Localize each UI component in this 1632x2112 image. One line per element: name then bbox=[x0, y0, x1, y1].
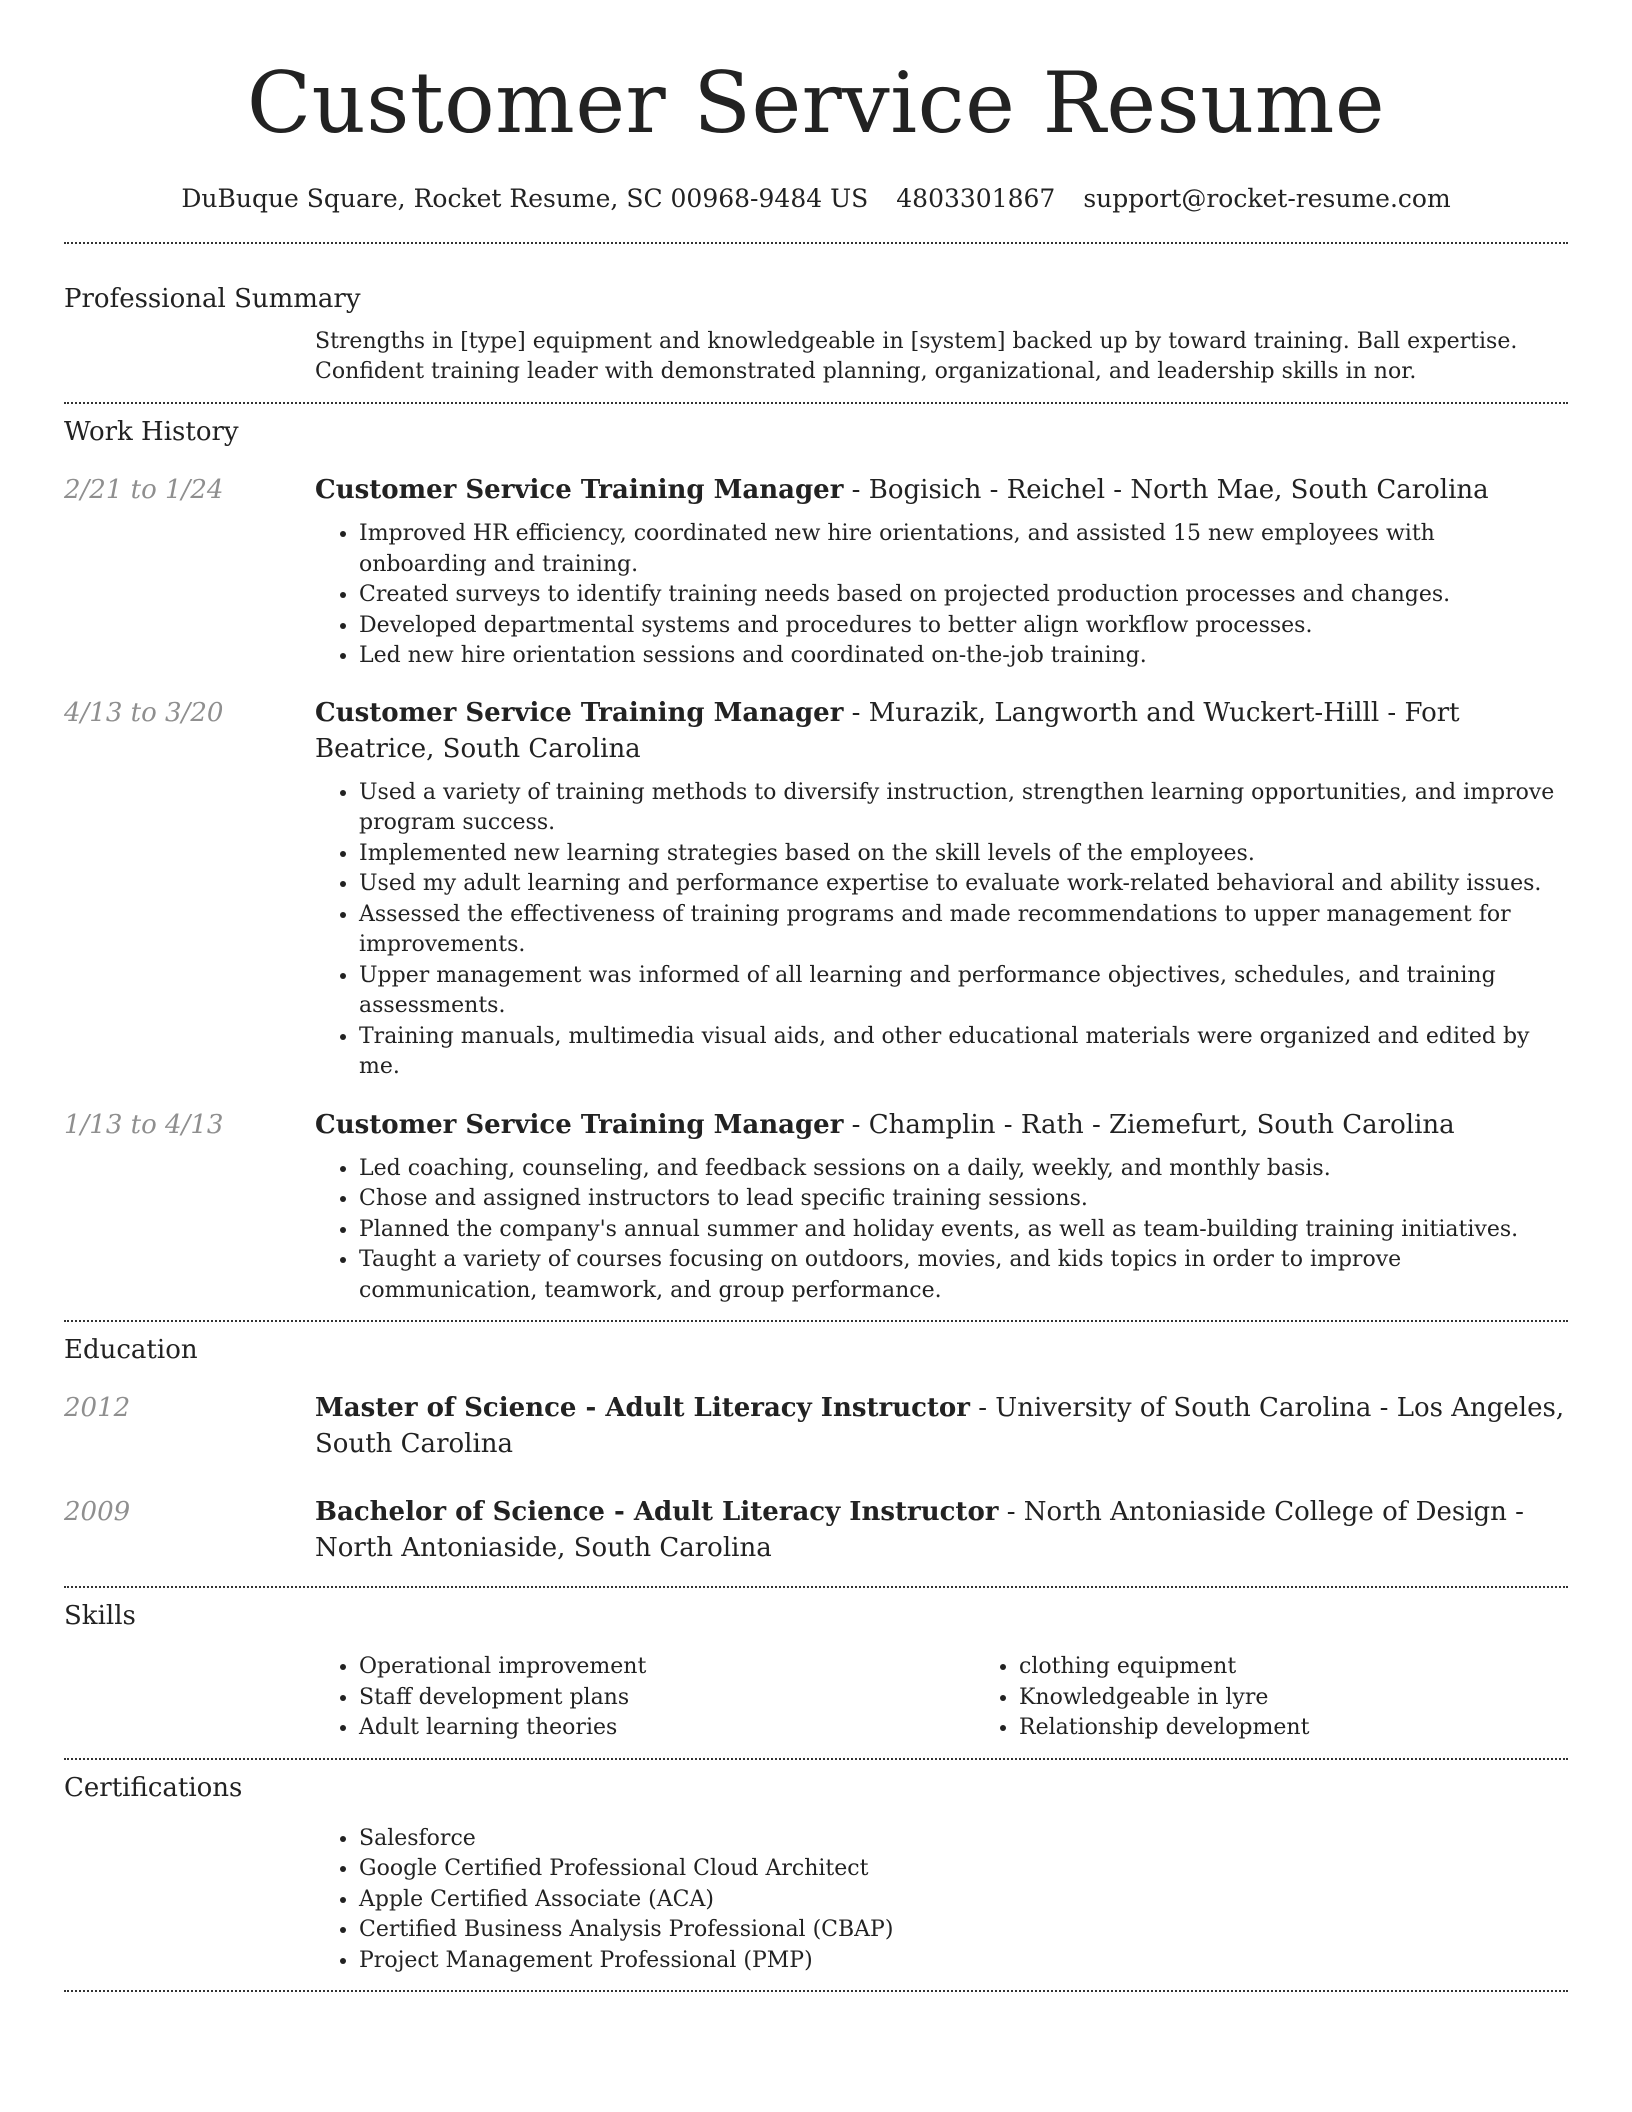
certifications-heading: Certifications bbox=[64, 1772, 243, 1803]
job-dates: 4/13 to 3/20 bbox=[64, 697, 224, 728]
job-dates: 1/13 to 4/13 bbox=[64, 1109, 224, 1140]
education-entry bbox=[64, 1494, 1568, 1566]
job-title bbox=[315, 695, 1568, 767]
work-history-section bbox=[64, 404, 1568, 1306]
list-item: • Relationship development bbox=[1019, 1713, 1632, 1744]
list-item: • Project Management Professional (PMP) bbox=[359, 1946, 1568, 1977]
education-details: - North Antoniaside College of Design - North Antoniaside, South Carolina bbox=[315, 1497, 1524, 1563]
job-dates: 2/21 to 1/24 bbox=[64, 475, 224, 505]
job-details: - Bogisich - Reichel - North Mae, South Carolina bbox=[843, 475, 1489, 505]
job-title bbox=[315, 472, 1568, 508]
job-details: - Champlin - Rath - Ziemefurt, South Carolina bbox=[843, 1109, 1455, 1140]
job-title bbox=[315, 1107, 1568, 1143]
list-item: • Led new hire orientation sessions and coordinated on-the-job training. bbox=[359, 641, 1568, 672]
resume-title: Customer Service Resume bbox=[246, 54, 1386, 152]
list-item: • Used a variety of training methods to diversify instruction, strengthen learning opportunities, and improve program success. bbox=[359, 778, 1568, 839]
education-year: 2009 bbox=[64, 1497, 131, 1527]
list-item: • Assessed the effectiveness of training programs and made recommendations to upper management for improvements. bbox=[359, 900, 1568, 961]
contact-email: support@rocket-resume.com bbox=[1083, 184, 1451, 213]
list-item: • Google Certified Professional Cloud Architect bbox=[359, 1854, 1568, 1885]
list-item: • Salesforce bbox=[359, 1824, 1568, 1855]
degree: Master of Science - Adult Literacy Instructor bbox=[315, 1393, 970, 1423]
list-item: • Developed departmental systems and procedures to better align workflow processes. bbox=[359, 611, 1568, 642]
list-item: • Led coaching, counseling, and feedback sessions on a daily, weekly, and monthly basis. bbox=[359, 1154, 1568, 1185]
education-heading: Education bbox=[64, 1335, 198, 1365]
education-year: 2012 bbox=[64, 1393, 131, 1423]
skills-section bbox=[64, 1588, 1568, 1744]
skills-list-right bbox=[975, 1652, 1632, 1744]
job-role: Customer Service Training Manager bbox=[315, 697, 844, 728]
contact-line bbox=[64, 182, 1568, 216]
list-item: • Planned the company's annual summer and holiday events, as well as team-building training initiatives. bbox=[359, 1215, 1568, 1246]
contact-address: DuBuque Square, Rocket Resume, SC 00968-9484 US bbox=[181, 184, 869, 213]
certifications-list bbox=[315, 1824, 1568, 1977]
list-item: • Adult learning theories bbox=[359, 1713, 975, 1744]
job-bullets bbox=[315, 1154, 1568, 1307]
list-item: • Apple Certified Associate (ACA) bbox=[359, 1885, 1568, 1916]
education-entry bbox=[64, 1390, 1568, 1462]
list-item: • Operational improvement bbox=[359, 1652, 975, 1683]
education-details: - University of South Carolina - Los Angeles, South Carolina bbox=[315, 1393, 1565, 1459]
skills-heading: Skills bbox=[64, 1601, 136, 1631]
contact-phone: 4803301867 bbox=[896, 184, 1056, 213]
job-entry bbox=[64, 1107, 1568, 1307]
list-item: • Implemented new learning strategies based on the skill levels of the employees. bbox=[359, 839, 1568, 870]
list-item: • Improved HR efficiency, coordinated new hire orientations, and assisted 15 new employees with onboarding and training. bbox=[359, 519, 1568, 580]
education-section bbox=[64, 1322, 1568, 1566]
summary-heading: Professional Summary bbox=[64, 284, 361, 314]
job-role: Customer Service Training Manager bbox=[315, 1109, 844, 1140]
summary-section bbox=[64, 244, 1568, 387]
certifications-section bbox=[64, 1760, 1568, 1977]
job-bullets bbox=[315, 778, 1568, 1083]
job-role: Customer Service Training Manager bbox=[315, 475, 844, 505]
summary-text: Strengths in [type] equipment and knowledgeable in [system] backed up by toward training. Ball expertise. Confident training leader with demonstrated planning, organizational, and leadership skills in nor. bbox=[315, 329, 1518, 384]
list-item: • Created surveys to identify training needs based on projected production processes and changes. bbox=[359, 580, 1568, 611]
list-item: • Chose and assigned instructors to lead specific training sessions. bbox=[359, 1184, 1568, 1215]
list-item: • Training manuals, multimedia visual aids, and other educational materials were organized and edited by me. bbox=[359, 1022, 1568, 1083]
job-details: - Murazik, Langworth and Wuckert-Hilll - Fort Beatrice, South Carolina bbox=[315, 697, 1460, 764]
skills-list-left bbox=[315, 1652, 975, 1744]
degree: Bachelor of Science - Adult Literacy Instructor bbox=[315, 1497, 999, 1527]
section-divider bbox=[64, 1990, 1568, 1992]
job-entry bbox=[64, 472, 1568, 672]
list-item: • Taught a variety of courses focusing on outdoors, movies, and kids topics in order to improve communication, teamwork, and group performance. bbox=[359, 1245, 1568, 1306]
job-bullets bbox=[315, 519, 1568, 672]
list-item: • Staff development plans bbox=[359, 1683, 975, 1714]
list-item: • Knowledgeable in lyre bbox=[1019, 1683, 1632, 1714]
list-item: • Certified Business Analysis Professional (CBAP) bbox=[359, 1915, 1568, 1946]
list-item: • Upper management was informed of all learning and performance objectives, schedules, and training assessments. bbox=[359, 961, 1568, 1022]
list-item: • Used my adult learning and performance expertise to evaluate work-related behavioral and ability issues. bbox=[359, 869, 1568, 900]
job-entry bbox=[64, 695, 1568, 1083]
list-item: • clothing equipment bbox=[1019, 1652, 1632, 1683]
work-history-heading: Work History bbox=[64, 417, 239, 447]
